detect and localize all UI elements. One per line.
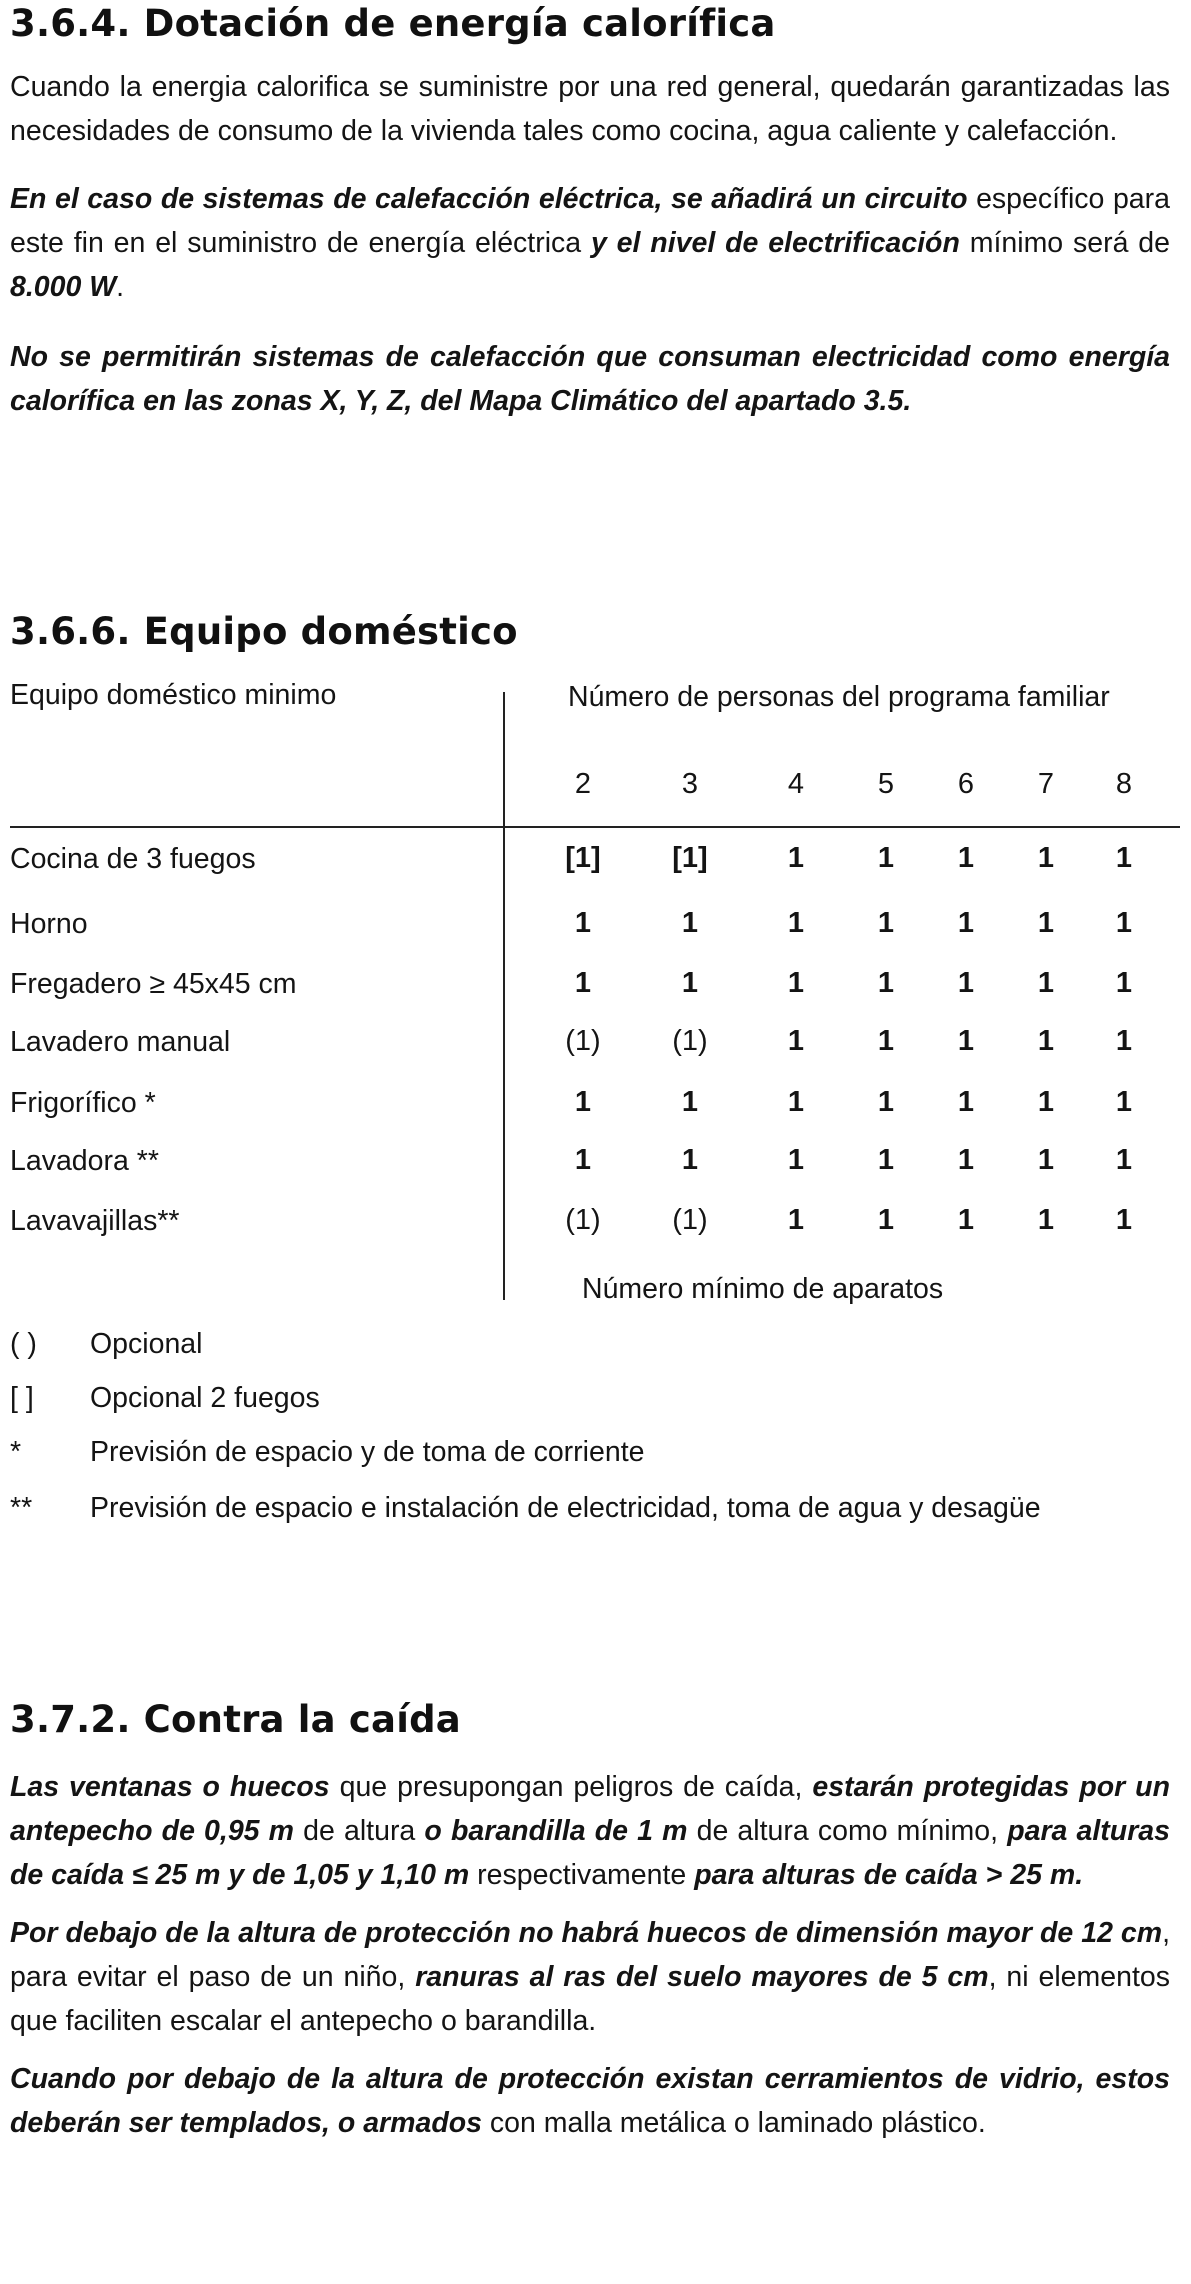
paragraph [10, 2057, 1170, 2145]
section-3-6-4 [10, 2, 1170, 423]
footnote-text: Opcional [90, 1328, 203, 1360]
persons-count-header: 6 [957, 768, 975, 800]
table-divider-vertical [503, 692, 505, 1300]
emphasis-text: para alturas de caída > 25 m. [694, 1859, 1084, 1891]
equipment-label: Lavavajillas** [10, 1205, 180, 1237]
equipment-label: Cocina de 3 fuegos [10, 843, 256, 875]
emphasis-text: Por debajo de la altura de protección no habrá huecos de dimensión mayor de 12 cm [10, 1917, 1163, 1949]
footnote-text: Opcional 2 fuegos [90, 1382, 320, 1414]
footnote-symbol: [ ] [10, 1382, 34, 1414]
persons-count-header: 7 [1037, 768, 1055, 800]
table-divider-horizontal [10, 826, 1180, 828]
equipment-count-cell: [1] [672, 842, 708, 874]
emphasis-text: para alturas de caída ≤ 25 m y de 1,05 y 1,10 m [10, 1815, 1170, 1891]
emphasis-text: ranuras al ras del suelo mayores de 5 cm [415, 1961, 989, 1993]
persons-count-header: 5 [877, 768, 895, 800]
equipment-count-cell: 1 [957, 842, 975, 874]
persons-count-header: 2 [574, 768, 592, 800]
footnote-item [10, 1492, 1170, 1582]
section-title: 3.6.4. Dotación de energía calorífica [10, 2, 776, 45]
section-title: 3.6.6. Equipo doméstico [10, 610, 518, 653]
body-text: , para evitar el paso de un niño, [10, 1917, 1170, 1993]
table-header-equipment: Equipo doméstico minimo [10, 679, 337, 711]
equipment-count-cell: 1 [957, 1086, 975, 1118]
equipment-count-cell: 1 [877, 907, 895, 939]
equipment-count-cell: 1 [957, 1204, 975, 1236]
paragraph: Cuando la energia calorifica se suministre por una red general, quedarán garantizadas las necesidades de consumo de la vivienda tales como cocina, agua caliente y calefacción. [10, 71, 1170, 147]
equipment-label: Horno [10, 908, 88, 940]
equipment-count-cell: 1 [787, 1086, 805, 1118]
footnote-symbol: ** [10, 1492, 33, 1524]
equipment-count-cell: 1 [877, 1025, 895, 1057]
equipment-count-cell: 1 [681, 1086, 699, 1118]
equipment-count-cell: (1) [565, 1025, 601, 1057]
equipment-count-cell: 1 [957, 1025, 975, 1057]
persons-count-header: 4 [787, 768, 805, 800]
emphasis-text: Cuando por debajo de la altura de protección existan cerramientos de vidrio, estos deberán ser templados, o armados [10, 2063, 1170, 2139]
body-text: . [116, 271, 125, 303]
equipment-count-cell: 1 [787, 967, 805, 999]
body-text: mínimo será de [959, 227, 1170, 259]
equipment-count-cell: [1] [565, 842, 601, 874]
equipment-count-cell: 1 [1037, 1204, 1055, 1236]
table-footer-caption: Número mínimo de aparatos [582, 1273, 944, 1305]
body-text: con malla metálica o laminado plástico. [482, 2107, 986, 2139]
equipment-count-cell: 1 [1037, 842, 1055, 874]
equipment-count-cell: 1 [681, 1144, 699, 1176]
emphasis-text: Las ventanas o huecos [10, 1771, 330, 1803]
emphasis-text: estarán protegidas por un antepecho de 0,95 m [10, 1771, 1170, 1847]
equipment-count-cell: 1 [1115, 1025, 1133, 1057]
equipment-count-cell: 1 [1115, 967, 1133, 999]
equipment-count-cell: 1 [957, 1144, 975, 1176]
equipment-count-cell: 1 [787, 842, 805, 874]
body-text: , ni elementos que faciliten escalar el antepecho o barandilla. [10, 1961, 1170, 2037]
equipment-count-cell: 1 [1037, 907, 1055, 939]
equipment-count-cell: 1 [877, 842, 895, 874]
footnote-text: Previsión de espacio e instalación de electricidad, toma de agua y desagüe [90, 1492, 1041, 1524]
body-text: que presupongan peligros de caída, [329, 1771, 813, 1803]
section-3-7-2 [10, 1698, 1170, 2145]
equipment-count-cell: 1 [877, 967, 895, 999]
persons-count-header: 3 [681, 768, 699, 800]
equipment-count-cell: 1 [1115, 842, 1133, 874]
equipment-count-cell: 1 [1037, 1144, 1055, 1176]
section-3-6-6 [10, 610, 1170, 653]
emphasis-text: 8.000 W [10, 271, 117, 303]
body-text: de altura [294, 1815, 425, 1847]
equipment-count-cell: 1 [1115, 1144, 1133, 1176]
equipment-count-cell: (1) [565, 1204, 601, 1236]
paragraph [10, 177, 1170, 309]
equipment-count-cell: 1 [1115, 907, 1133, 939]
equipment-count-cell: 1 [787, 1144, 805, 1176]
equipment-count-cell: 1 [787, 1025, 805, 1057]
equipment-label: Lavadora ** [10, 1145, 159, 1177]
table-header-persons: Número de personas del programa familiar [568, 681, 1110, 713]
equipment-count-cell: 1 [957, 967, 975, 999]
equipment-count-cell: 1 [1037, 1025, 1055, 1057]
equipment-count-cell: 1 [1037, 967, 1055, 999]
equipment-count-cell: 1 [787, 1204, 805, 1236]
paragraph [10, 1765, 1170, 1897]
equipment-count-cell: 1 [787, 907, 805, 939]
emphasis-text: o barandilla de 1 m [424, 1815, 688, 1847]
equipment-count-cell: 1 [681, 967, 699, 999]
equipment-count-cell: 1 [574, 907, 592, 939]
equipment-count-cell: 1 [1115, 1204, 1133, 1236]
section-title: 3.7.2. Contra la caída [10, 1698, 461, 1741]
equipment-count-cell: 1 [1115, 1086, 1133, 1118]
paragraph [10, 1911, 1170, 2043]
equipment-count-cell: 1 [574, 967, 592, 999]
body-text: específico para este fin en el suministro de energía eléctrica [10, 183, 1170, 259]
emphasis-text: En el caso de sistemas de calefacción eléctrica, se añadirá un circuito [10, 183, 968, 215]
equipment-count-cell: 1 [877, 1144, 895, 1176]
equipment-count-cell: 1 [574, 1086, 592, 1118]
equipment-count-cell: 1 [681, 907, 699, 939]
body-text: de altura como mínimo, [687, 1815, 1008, 1847]
paragraph: No se permitirán sistemas de calefacción que consuman electricidad como energía calorífica en las zonas X, Y, Z, del Mapa Climático del apartado 3.5. [10, 341, 1170, 417]
footnote-symbol: ( ) [10, 1328, 37, 1360]
equipment-count-cell: 1 [574, 1144, 592, 1176]
equipment-count-cell: (1) [672, 1025, 708, 1057]
emphasis-text: y el nivel de electrificación [590, 227, 960, 259]
equipment-count-cell: 1 [957, 907, 975, 939]
equipment-label: Frigorífico * [10, 1087, 156, 1119]
equipment-count-cell: (1) [672, 1204, 708, 1236]
persons-count-header: 8 [1115, 768, 1133, 800]
footnote-symbol: * [10, 1436, 22, 1468]
equipment-count-cell: 1 [877, 1086, 895, 1118]
equipment-count-cell: 1 [1037, 1086, 1055, 1118]
footnote-text: Previsión de espacio y de toma de corriente [90, 1436, 645, 1468]
body-text: respectivamente [469, 1859, 695, 1891]
equipment-label: Lavadero manual [10, 1026, 231, 1058]
equipment-label: Fregadero ≥ 45x45 cm [10, 968, 297, 1000]
equipment-count-cell: 1 [877, 1204, 895, 1236]
